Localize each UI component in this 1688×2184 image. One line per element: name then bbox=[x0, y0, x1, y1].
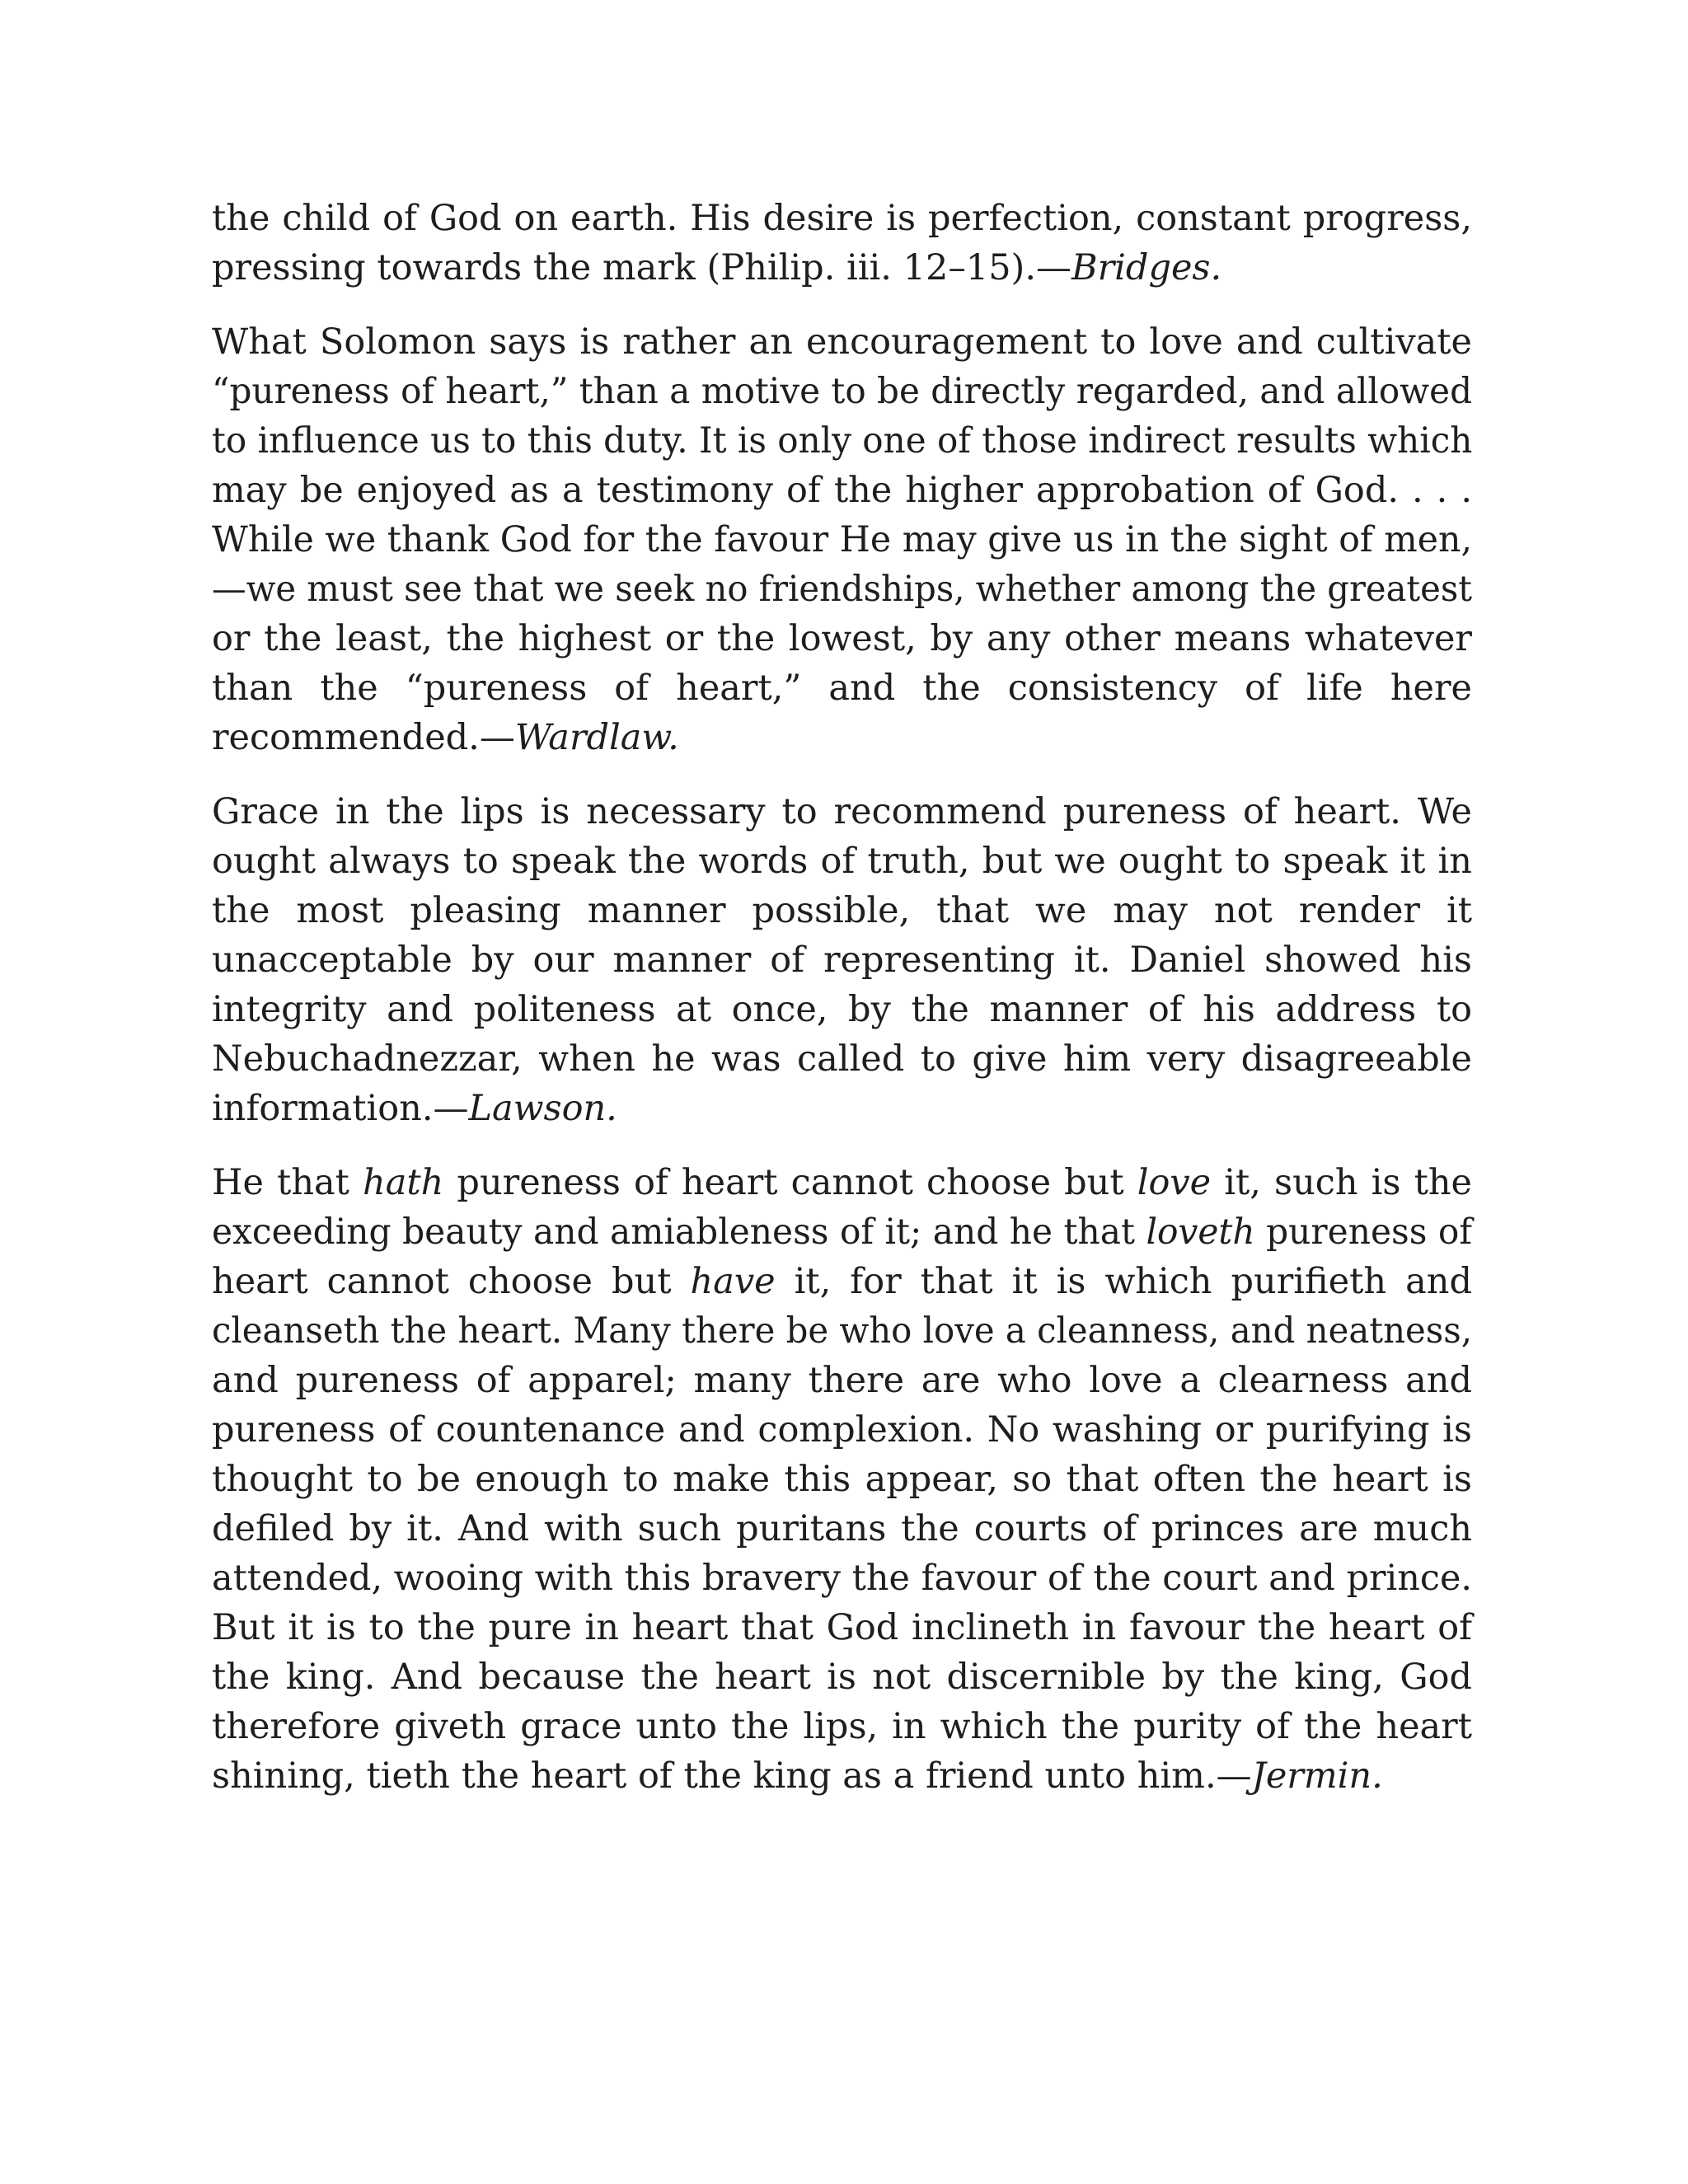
italic-text: loveth bbox=[1146, 1212, 1255, 1253]
text-segment: Nebuchadnezzar, when he was called to give him very disagreeable bbox=[212, 1038, 1472, 1080]
text-segment: pureness of heart cannot choose but bbox=[443, 1162, 1137, 1203]
text-segment: the child of God on earth. His desire is perfection, constant progress, bbox=[212, 198, 1472, 239]
text-segment: heart cannot choose but bbox=[212, 1261, 691, 1302]
text-segment: ought always to speak the words of truth, but we ought to speak it in bbox=[212, 841, 1472, 882]
text-line bbox=[212, 1554, 1472, 1603]
text-segment: the most pleasing manner possible, that we may not render it bbox=[212, 890, 1472, 931]
text-line bbox=[212, 367, 1472, 416]
italic-text: Wardlaw. bbox=[514, 717, 679, 758]
text-line bbox=[212, 243, 1472, 293]
text-segment: the king. And because the heart is not discernible by the king, God bbox=[212, 1657, 1472, 1698]
text-line bbox=[212, 416, 1472, 466]
italic-text: Bridges. bbox=[1071, 247, 1222, 288]
text-segment: than the “pureness of heart,” and the consistency of life here bbox=[212, 668, 1472, 709]
text-line bbox=[212, 1257, 1472, 1306]
text-line bbox=[212, 1306, 1472, 1356]
text-segment: exceeding beauty and amiableness of it; and he that bbox=[212, 1212, 1146, 1253]
paragraph bbox=[212, 787, 1472, 1133]
text-line bbox=[212, 787, 1472, 837]
text-segment: defiled by it. And with such puritans the courts of princes are much bbox=[212, 1508, 1472, 1549]
text-segment: —we must see that we seek no friendships, whether among the greatest bbox=[212, 569, 1472, 610]
text-line bbox=[212, 663, 1472, 713]
text-segment: pureness of countenance and complexion. No washing or purifying is bbox=[212, 1409, 1472, 1451]
text-segment: to influence us to this duty. It is only one of those indirect results which bbox=[212, 420, 1473, 462]
text-line bbox=[212, 614, 1472, 663]
text-line bbox=[212, 1702, 1472, 1751]
text-line bbox=[212, 1751, 1472, 1801]
text-segment: unacceptable by our manner of representing it. Daniel showed his bbox=[212, 940, 1472, 981]
text-line bbox=[212, 1652, 1472, 1702]
text-segment: information.— bbox=[212, 1088, 469, 1129]
text-segment: pureness of bbox=[1254, 1212, 1472, 1253]
text-line bbox=[212, 1356, 1472, 1405]
text-segment: He that bbox=[212, 1162, 363, 1203]
text-line bbox=[212, 1034, 1472, 1084]
italic-text: Lawson. bbox=[468, 1088, 617, 1129]
text-line bbox=[212, 1158, 1472, 1207]
text-segment: thought to be enough to make this appear, so that often the heart is bbox=[212, 1459, 1472, 1500]
text-line bbox=[212, 1405, 1472, 1455]
text-line bbox=[212, 515, 1472, 565]
italic-text: hath bbox=[363, 1162, 444, 1203]
text-segment: What Solomon says is rather an encouragement to love and cultivate bbox=[212, 321, 1472, 363]
text-line bbox=[212, 837, 1472, 886]
text-line bbox=[212, 1603, 1472, 1652]
text-segment: cleanseth the heart. Many there be who love a cleanness, and neatness, bbox=[212, 1310, 1473, 1352]
text-segment: attended, wooing with this bravery the favour of the court and prince. bbox=[212, 1558, 1472, 1599]
text-segment: While we thank God for the favour He may give us in the sight of men, bbox=[212, 519, 1473, 560]
text-line bbox=[212, 985, 1472, 1034]
paragraph bbox=[212, 1158, 1472, 1801]
text-line bbox=[212, 886, 1472, 935]
text-line bbox=[212, 466, 1472, 515]
text-segment: But it is to the pure in heart that God inclineth in favour the heart of bbox=[212, 1607, 1472, 1648]
text-segment: therefore giveth grace unto the lips, in which the purity of the heart bbox=[212, 1706, 1472, 1747]
text-line bbox=[212, 1084, 1472, 1133]
text-segment: and pureness of apparel; many there are who love a clearness and bbox=[212, 1360, 1472, 1401]
paragraph bbox=[212, 317, 1472, 762]
paragraph bbox=[212, 194, 1472, 293]
text-line bbox=[212, 713, 1472, 762]
page-body bbox=[212, 194, 1472, 1825]
text-line bbox=[212, 935, 1472, 985]
text-segment: “pureness of heart,” than a motive to be directly regarded, and allowed bbox=[212, 371, 1472, 412]
text-segment: Grace in the lips is necessary to recommend pureness of heart. We bbox=[212, 791, 1472, 832]
text-segment: it, such is the bbox=[1211, 1162, 1472, 1203]
text-line bbox=[212, 1207, 1472, 1257]
text-line bbox=[212, 1504, 1472, 1554]
text-segment: pressing towards the mark (Philip. iii. 12–15).— bbox=[212, 247, 1072, 288]
text-segment: integrity and politeness at once, by the manner of his address to bbox=[212, 989, 1472, 1030]
italic-text: love bbox=[1137, 1162, 1212, 1203]
text-segment: recommended.— bbox=[212, 717, 515, 758]
text-segment: or the least, the highest or the lowest, by any other means whatever bbox=[212, 618, 1472, 659]
italic-text: have bbox=[690, 1261, 776, 1302]
text-line bbox=[212, 194, 1472, 243]
text-segment: it, for that it is which purifieth and bbox=[775, 1261, 1472, 1302]
text-line bbox=[212, 1455, 1472, 1504]
text-line bbox=[212, 317, 1472, 367]
text-segment: shining, tieth the heart of the king as a friend unto him.— bbox=[212, 1755, 1252, 1797]
text-segment: may be enjoyed as a testimony of the higher approbation of God. . . . bbox=[212, 470, 1472, 511]
text-line bbox=[212, 565, 1472, 614]
italic-text: Jermin. bbox=[1251, 1755, 1383, 1797]
